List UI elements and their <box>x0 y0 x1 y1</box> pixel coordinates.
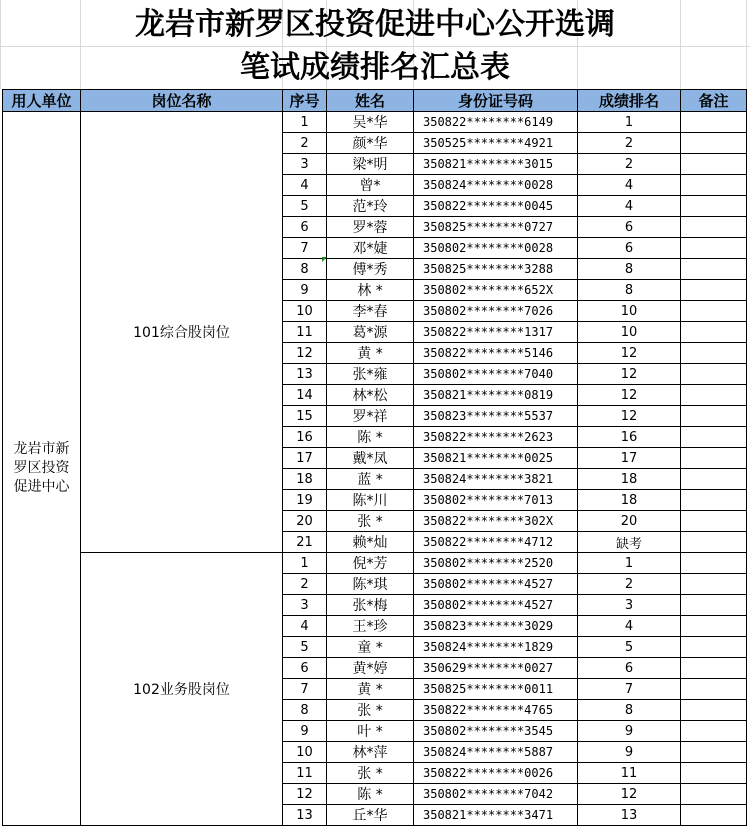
remark-cell[interactable] <box>681 511 747 532</box>
seq-cell[interactable]: 20 <box>283 511 327 532</box>
remark-cell[interactable] <box>681 196 747 217</box>
id-cell[interactable]: 350802********2520 <box>414 553 578 574</box>
id-cell[interactable]: 350824********5887 <box>414 742 578 763</box>
id-cell[interactable]: 350802********7013 <box>414 490 578 511</box>
remark-cell[interactable] <box>681 763 747 784</box>
rank-cell[interactable]: 16 <box>578 427 681 448</box>
rank-cell[interactable]: 2 <box>578 154 681 175</box>
name-cell[interactable]: 曾* <box>327 175 414 196</box>
name-cell[interactable]: 林*松 <box>327 385 414 406</box>
remark-cell[interactable] <box>681 469 747 490</box>
rank-cell[interactable]: 12 <box>578 784 681 805</box>
name-cell[interactable]: 倪*芳 <box>327 553 414 574</box>
remark-cell[interactable] <box>681 658 747 679</box>
name-cell[interactable]: 戴*凤 <box>327 448 414 469</box>
remark-cell[interactable] <box>681 280 747 301</box>
header-unit[interactable]: 用人单位 <box>3 90 81 112</box>
name-cell[interactable]: 陈*川 <box>327 490 414 511</box>
name-cell[interactable]: 黄 * <box>327 679 414 700</box>
rank-cell[interactable]: 1 <box>578 112 681 133</box>
remark-cell[interactable] <box>681 553 747 574</box>
seq-cell[interactable]: 3 <box>283 154 327 175</box>
seq-cell[interactable]: 6 <box>283 217 327 238</box>
id-cell[interactable]: 350822********0026 <box>414 763 578 784</box>
name-cell[interactable]: 赖*灿 <box>327 532 414 553</box>
remark-cell[interactable] <box>681 574 747 595</box>
name-cell[interactable]: 罗*蓉 <box>327 217 414 238</box>
rank-cell[interactable]: 6 <box>578 238 681 259</box>
header-id[interactable]: 身份证号码 <box>414 90 578 112</box>
id-cell[interactable]: 350525********4921 <box>414 133 578 154</box>
id-cell[interactable]: 350822********0045 <box>414 196 578 217</box>
id-cell[interactable]: 350825********0011 <box>414 679 578 700</box>
id-cell[interactable]: 350822********1317 <box>414 322 578 343</box>
seq-cell[interactable]: 1 <box>283 112 327 133</box>
remark-cell[interactable] <box>681 133 747 154</box>
rank-cell[interactable]: 5 <box>578 637 681 658</box>
id-cell[interactable]: 350822********4765 <box>414 700 578 721</box>
seq-cell[interactable]: 2 <box>283 574 327 595</box>
rank-cell[interactable]: 8 <box>578 700 681 721</box>
name-cell[interactable]: 张 * <box>327 700 414 721</box>
rank-cell[interactable]: 3 <box>578 595 681 616</box>
id-cell[interactable]: 350823********5537 <box>414 406 578 427</box>
rank-cell[interactable]: 20 <box>578 511 681 532</box>
remark-cell[interactable] <box>681 805 747 826</box>
id-cell[interactable]: 350825********3288 <box>414 259 578 280</box>
seq-cell[interactable]: 19 <box>283 490 327 511</box>
seq-cell[interactable]: 14 <box>283 385 327 406</box>
id-cell[interactable]: 350802********652X <box>414 280 578 301</box>
remark-cell[interactable] <box>681 742 747 763</box>
seq-cell[interactable]: 18 <box>283 469 327 490</box>
name-cell[interactable]: 蓝 * <box>327 469 414 490</box>
remark-cell[interactable] <box>681 679 747 700</box>
rank-cell[interactable]: 4 <box>578 196 681 217</box>
seq-cell[interactable]: 10 <box>283 742 327 763</box>
seq-cell[interactable]: 5 <box>283 196 327 217</box>
rank-cell[interactable]: 9 <box>578 721 681 742</box>
remark-cell[interactable] <box>681 721 747 742</box>
rank-cell[interactable]: 9 <box>578 742 681 763</box>
seq-cell[interactable]: 4 <box>283 175 327 196</box>
rank-cell[interactable]: 13 <box>578 805 681 826</box>
position-cell[interactable]: 102业务股岗位 <box>81 553 283 826</box>
name-cell[interactable]: 罗*祥 <box>327 406 414 427</box>
table-body <box>3 112 747 826</box>
id-cell[interactable]: 350802********3545 <box>414 721 578 742</box>
seq-cell[interactable]: 16 <box>283 427 327 448</box>
rank-cell[interactable]: 6 <box>578 217 681 238</box>
name-cell[interactable]: 王*珍 <box>327 616 414 637</box>
name-cell[interactable]: 邓*婕 <box>327 238 414 259</box>
rank-cell[interactable]: 12 <box>578 343 681 364</box>
name-cell[interactable]: 林 * <box>327 280 414 301</box>
name-cell[interactable]: 陈 * <box>327 784 414 805</box>
id-cell[interactable]: 350802********7040 <box>414 364 578 385</box>
seq-cell[interactable]: 9 <box>283 280 327 301</box>
seq-cell[interactable]: 2 <box>283 133 327 154</box>
rank-cell[interactable]: 6 <box>578 658 681 679</box>
id-cell[interactable]: 350802********7026 <box>414 301 578 322</box>
seq-cell[interactable]: 4 <box>283 616 327 637</box>
remark-cell[interactable] <box>681 784 747 805</box>
remark-cell[interactable] <box>681 385 747 406</box>
seq-cell[interactable]: 15 <box>283 406 327 427</box>
rank-cell[interactable]: 7 <box>578 679 681 700</box>
remark-cell[interactable] <box>681 238 747 259</box>
rank-cell[interactable]: 10 <box>578 322 681 343</box>
seq-cell[interactable]: 12 <box>283 343 327 364</box>
remark-cell[interactable] <box>681 301 747 322</box>
remark-cell[interactable] <box>681 595 747 616</box>
seq-cell[interactable]: 21 <box>283 532 327 553</box>
table-row <box>3 553 747 574</box>
id-cell[interactable]: 350822********4712 <box>414 532 578 553</box>
rank-cell[interactable]: 1 <box>578 553 681 574</box>
id-cell[interactable]: 350821********0819 <box>414 385 578 406</box>
name-cell[interactable]: 梁*明 <box>327 154 414 175</box>
header-remark[interactable]: 备注 <box>681 90 747 112</box>
id-cell[interactable]: 350821********3015 <box>414 154 578 175</box>
name-cell[interactable]: 范*玲 <box>327 196 414 217</box>
table-row <box>3 112 747 133</box>
header-row <box>3 90 747 112</box>
id-cell[interactable]: 350824********3821 <box>414 469 578 490</box>
rank-cell[interactable]: 12 <box>578 364 681 385</box>
remark-cell[interactable] <box>681 217 747 238</box>
id-cell[interactable]: 350824********1829 <box>414 637 578 658</box>
remark-cell[interactable] <box>681 322 747 343</box>
rank-cell[interactable]: 2 <box>578 133 681 154</box>
rank-cell[interactable]: 8 <box>578 259 681 280</box>
remark-cell[interactable] <box>681 343 747 364</box>
remark-cell[interactable] <box>681 637 747 658</box>
remark-cell[interactable] <box>681 448 747 469</box>
name-cell[interactable]: 张*梅 <box>327 595 414 616</box>
seq-cell[interactable]: 7 <box>283 238 327 259</box>
id-cell[interactable]: 350802********4527 <box>414 595 578 616</box>
seq-cell[interactable]: 11 <box>283 763 327 784</box>
seq-cell[interactable]: 17 <box>283 448 327 469</box>
rank-cell[interactable]: 18 <box>578 469 681 490</box>
name-cell[interactable]: 陈*琪 <box>327 574 414 595</box>
rank-cell[interactable]: 12 <box>578 385 681 406</box>
remark-cell[interactable] <box>681 616 747 637</box>
name-cell[interactable]: 李*春 <box>327 301 414 322</box>
seq-cell[interactable]: 11 <box>283 322 327 343</box>
id-cell[interactable]: 350824********0028 <box>414 175 578 196</box>
seq-cell[interactable]: 3 <box>283 595 327 616</box>
rank-cell[interactable]: 11 <box>578 763 681 784</box>
rank-cell[interactable]: 4 <box>578 175 681 196</box>
name-cell[interactable]: 童 * <box>327 637 414 658</box>
id-cell[interactable]: 350822********302X <box>414 511 578 532</box>
id-cell[interactable]: 350802********0028 <box>414 238 578 259</box>
seq-cell[interactable]: 8 <box>283 700 327 721</box>
id-cell[interactable]: 350822********2623 <box>414 427 578 448</box>
header-name[interactable]: 姓名 <box>327 90 414 112</box>
rank-cell[interactable]: 18 <box>578 490 681 511</box>
rank-cell[interactable]: 12 <box>578 406 681 427</box>
name-cell[interactable]: 黄 * <box>327 343 414 364</box>
name-cell[interactable]: 颜*华 <box>327 133 414 154</box>
header-seq[interactable]: 序号 <box>283 90 327 112</box>
seq-cell[interactable]: 13 <box>283 805 327 826</box>
name-cell[interactable]: 张 * <box>327 763 414 784</box>
seq-cell[interactable]: 12 <box>283 784 327 805</box>
remark-cell[interactable] <box>681 427 747 448</box>
remark-cell[interactable] <box>681 364 747 385</box>
name-cell[interactable]: 傅*秀 <box>327 259 414 280</box>
id-cell[interactable]: 350825********0727 <box>414 217 578 238</box>
remark-cell[interactable] <box>681 490 747 511</box>
rank-cell[interactable]: 2 <box>578 574 681 595</box>
seq-cell[interactable]: 5 <box>283 637 327 658</box>
id-cell[interactable]: 350821********0025 <box>414 448 578 469</box>
seq-cell[interactable]: 13 <box>283 364 327 385</box>
rank-cell[interactable]: 缺考 <box>578 532 681 553</box>
rank-cell[interactable]: 17 <box>578 448 681 469</box>
id-cell[interactable]: 350822********5146 <box>414 343 578 364</box>
name-cell[interactable]: 葛*源 <box>327 322 414 343</box>
id-cell[interactable]: 350802********4527 <box>414 574 578 595</box>
remark-cell[interactable] <box>681 700 747 721</box>
id-cell[interactable]: 350802********7042 <box>414 784 578 805</box>
name-cell[interactable]: 黄*婷 <box>327 658 414 679</box>
id-cell[interactable]: 350822********6149 <box>414 112 578 133</box>
id-cell[interactable]: 350629********0027 <box>414 658 578 679</box>
seq-cell[interactable]: 1 <box>283 553 327 574</box>
remark-cell[interactable] <box>681 532 747 553</box>
score-table <box>2 89 747 826</box>
name-cell[interactable]: 叶 * <box>327 721 414 742</box>
rank-cell[interactable]: 10 <box>578 301 681 322</box>
comment-marker-icon <box>322 257 327 262</box>
unit-cell[interactable]: 龙岩市新罗区投资促进中心 <box>3 112 81 826</box>
seq-cell[interactable]: 8 <box>283 259 327 280</box>
title-line1: 龙岩市新罗区投资促进中心公开选调 <box>135 7 615 42</box>
title-line2: 笔试成绩排名汇总表 <box>240 50 510 85</box>
id-cell[interactable]: 350823********3029 <box>414 616 578 637</box>
seq-cell[interactable]: 7 <box>283 679 327 700</box>
seq-cell[interactable]: 6 <box>283 658 327 679</box>
name-cell[interactable]: 张 * <box>327 511 414 532</box>
remark-cell[interactable] <box>681 112 747 133</box>
name-cell[interactable]: 吴*华 <box>327 112 414 133</box>
id-cell[interactable]: 350821********3471 <box>414 805 578 826</box>
rank-cell[interactable]: 8 <box>578 280 681 301</box>
remark-cell[interactable] <box>681 259 747 280</box>
name-cell[interactable]: 丘*华 <box>327 805 414 826</box>
name-cell[interactable]: 张*雍 <box>327 364 414 385</box>
remark-cell[interactable] <box>681 154 747 175</box>
name-cell[interactable]: 林*萍 <box>327 742 414 763</box>
name-cell[interactable]: 陈 * <box>327 427 414 448</box>
rank-cell[interactable]: 4 <box>578 616 681 637</box>
remark-cell[interactable] <box>681 406 747 427</box>
position-cell[interactable]: 101综合股岗位 <box>81 112 283 553</box>
seq-cell[interactable]: 9 <box>283 721 327 742</box>
header-rank[interactable]: 成绩排名 <box>578 90 681 112</box>
header-position[interactable]: 岗位名称 <box>81 90 283 112</box>
seq-cell[interactable]: 10 <box>283 301 327 322</box>
remark-cell[interactable] <box>681 175 747 196</box>
